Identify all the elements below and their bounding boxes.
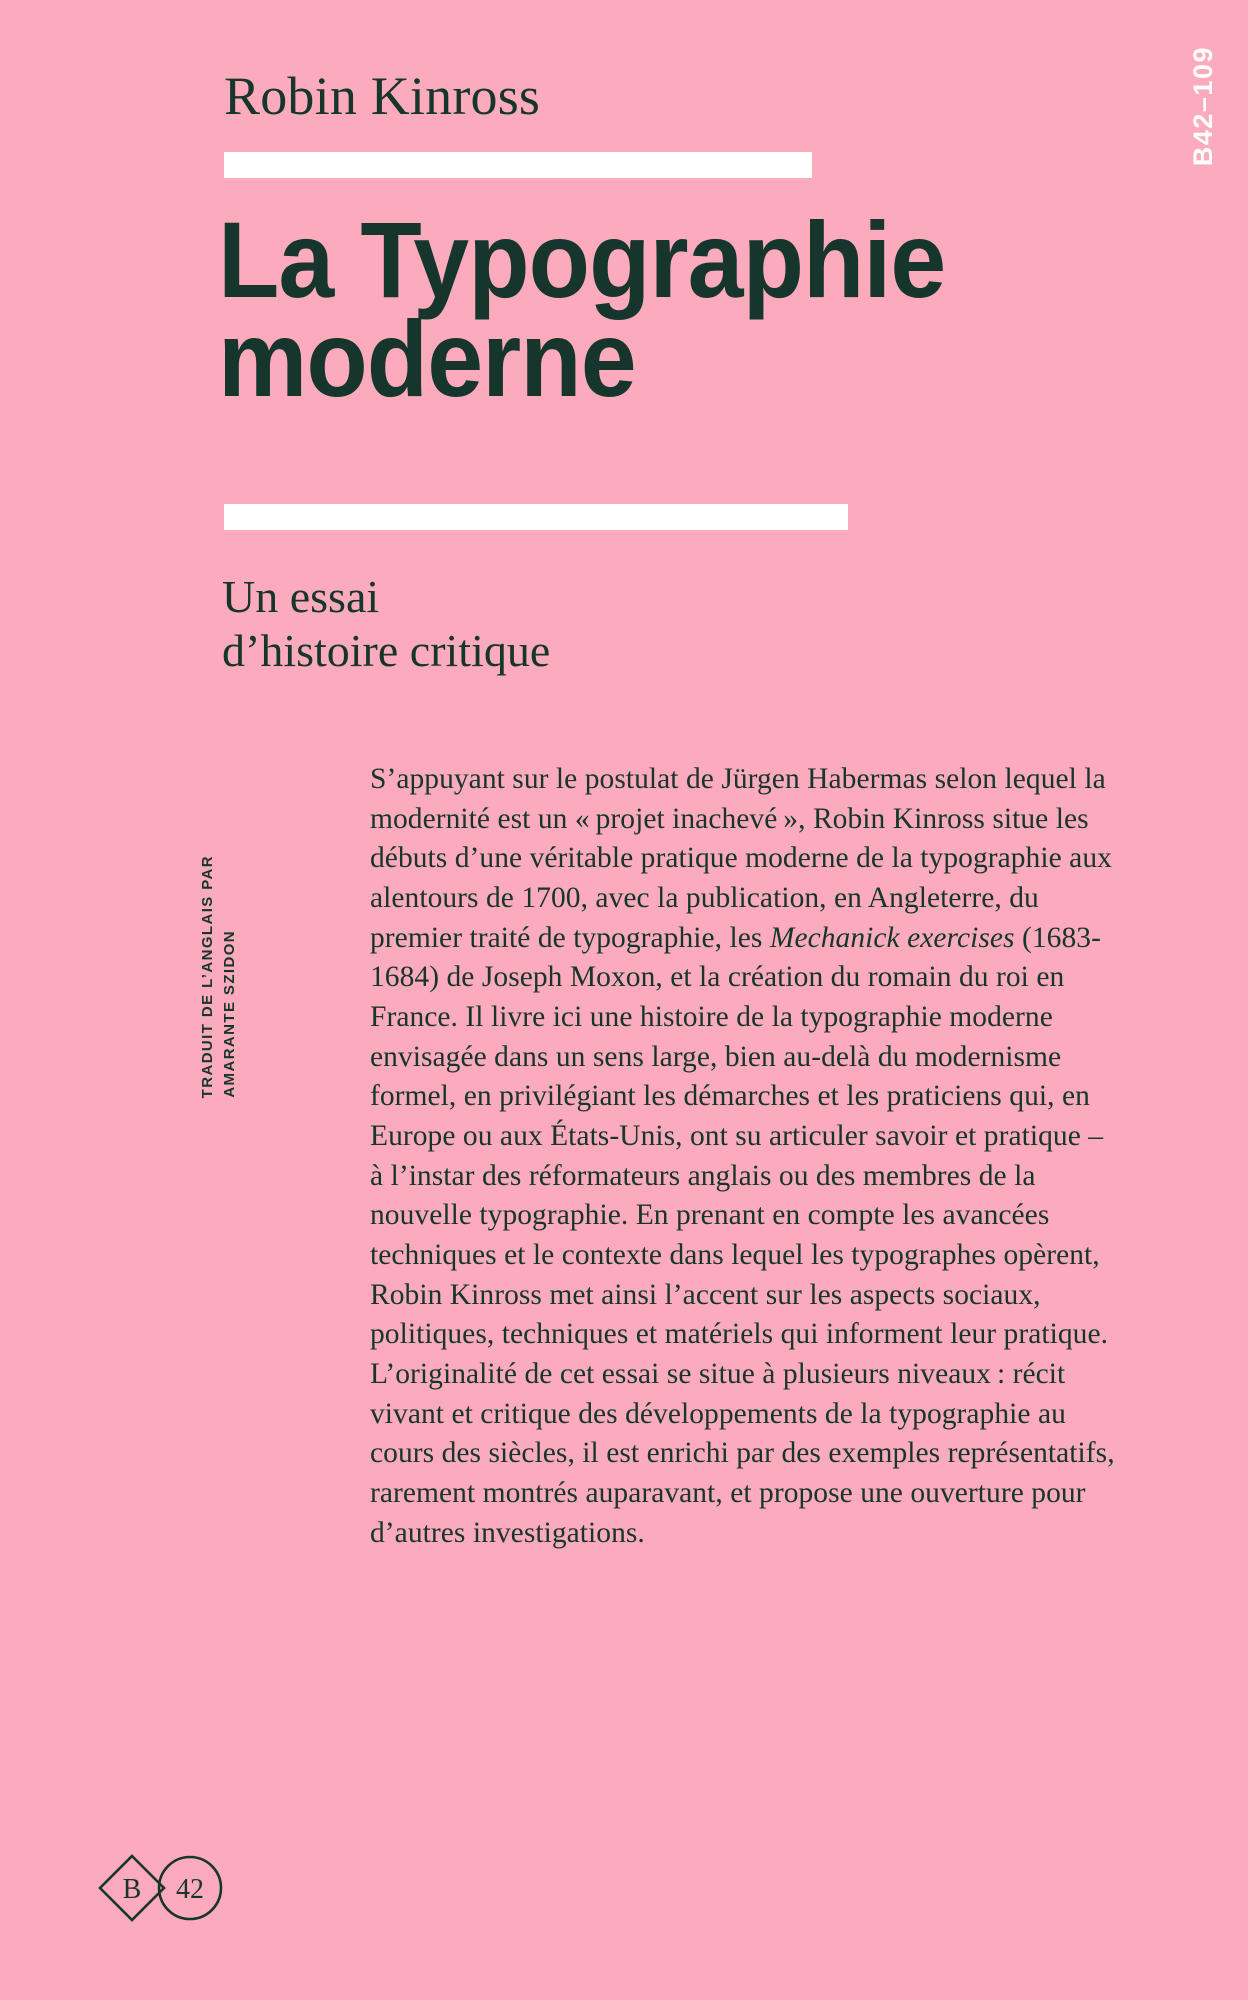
publisher-logo — [96, 1852, 224, 1924]
book-title — [218, 199, 1083, 420]
book-title-line-2: moderne — [218, 298, 636, 420]
publisher-logo-b: B — [122, 1874, 142, 1905]
rule-above-title — [224, 152, 812, 178]
spine-code — [1176, 46, 1230, 236]
blurb-paragraph — [370, 760, 1122, 1553]
publisher-logo-42: 42 — [176, 1874, 204, 1905]
blurb-part-1: S’appuyant sur le postulat de Jürgen Habermas selon lequel la modernité est un « projet inachevé », Robin Kinross situe les débuts d’une véritable pratique moderne de la typographie aux alentours de 1700, avec la publication, en Angleterre, du premier traité de typographie, les — [370, 763, 1112, 954]
book-title-line-1: La Typographie — [218, 199, 946, 320]
back-cover-blurb — [370, 760, 1122, 1553]
author-name: Robin Kinross — [224, 66, 541, 126]
publisher-logo-icon — [96, 1852, 224, 1924]
spine-code-label: B42–109 — [1187, 46, 1218, 167]
blurb-italic-title: Mechanick exercises — [769, 921, 1015, 954]
translator-credit — [200, 758, 248, 1098]
blurb-part-2: (1683-1684) de Joseph Moxon, et la création du romain du roi en France. Il livre ici une histoire de la typographie moderne envisagée dans un sens large, bien au-delà du modernisme formel, en privilégiant les démarches et les praticiens qui, en Europe ou aux États-Unis, ont su articuler savoir et pratique – à l’instar des réformateurs anglais ou des membres de la nouvelle typographie. En prenant en compte les avancées techniques et le contexte dans lequel les typographes opèrent, Robin Kinross met ainsi l’accent sur les aspects sociaux, politiques, techniques et matériels qui informent leur pratique. L’originalité de cet essai se situe à plusieurs niveaux : récit vivant et critique des développements de la typographie au cours des siècles, il est enrichi par des exemples représentatifs, rarement montrés auparavant, et propose une ouverture pour d’autres investigations. — [370, 921, 1115, 1549]
book-subtitle-line-2: d’histoire critique — [222, 625, 551, 677]
translator-credit-line-1: TRADUIT DE L’ANGLAIS PAR — [199, 854, 216, 1098]
translator-credit-line-2: AMARANTE SZIDON — [221, 930, 238, 1098]
book-subtitle — [222, 570, 550, 679]
book-subtitle-line-1: Un essai — [222, 571, 380, 622]
rule-below-title — [224, 504, 848, 530]
